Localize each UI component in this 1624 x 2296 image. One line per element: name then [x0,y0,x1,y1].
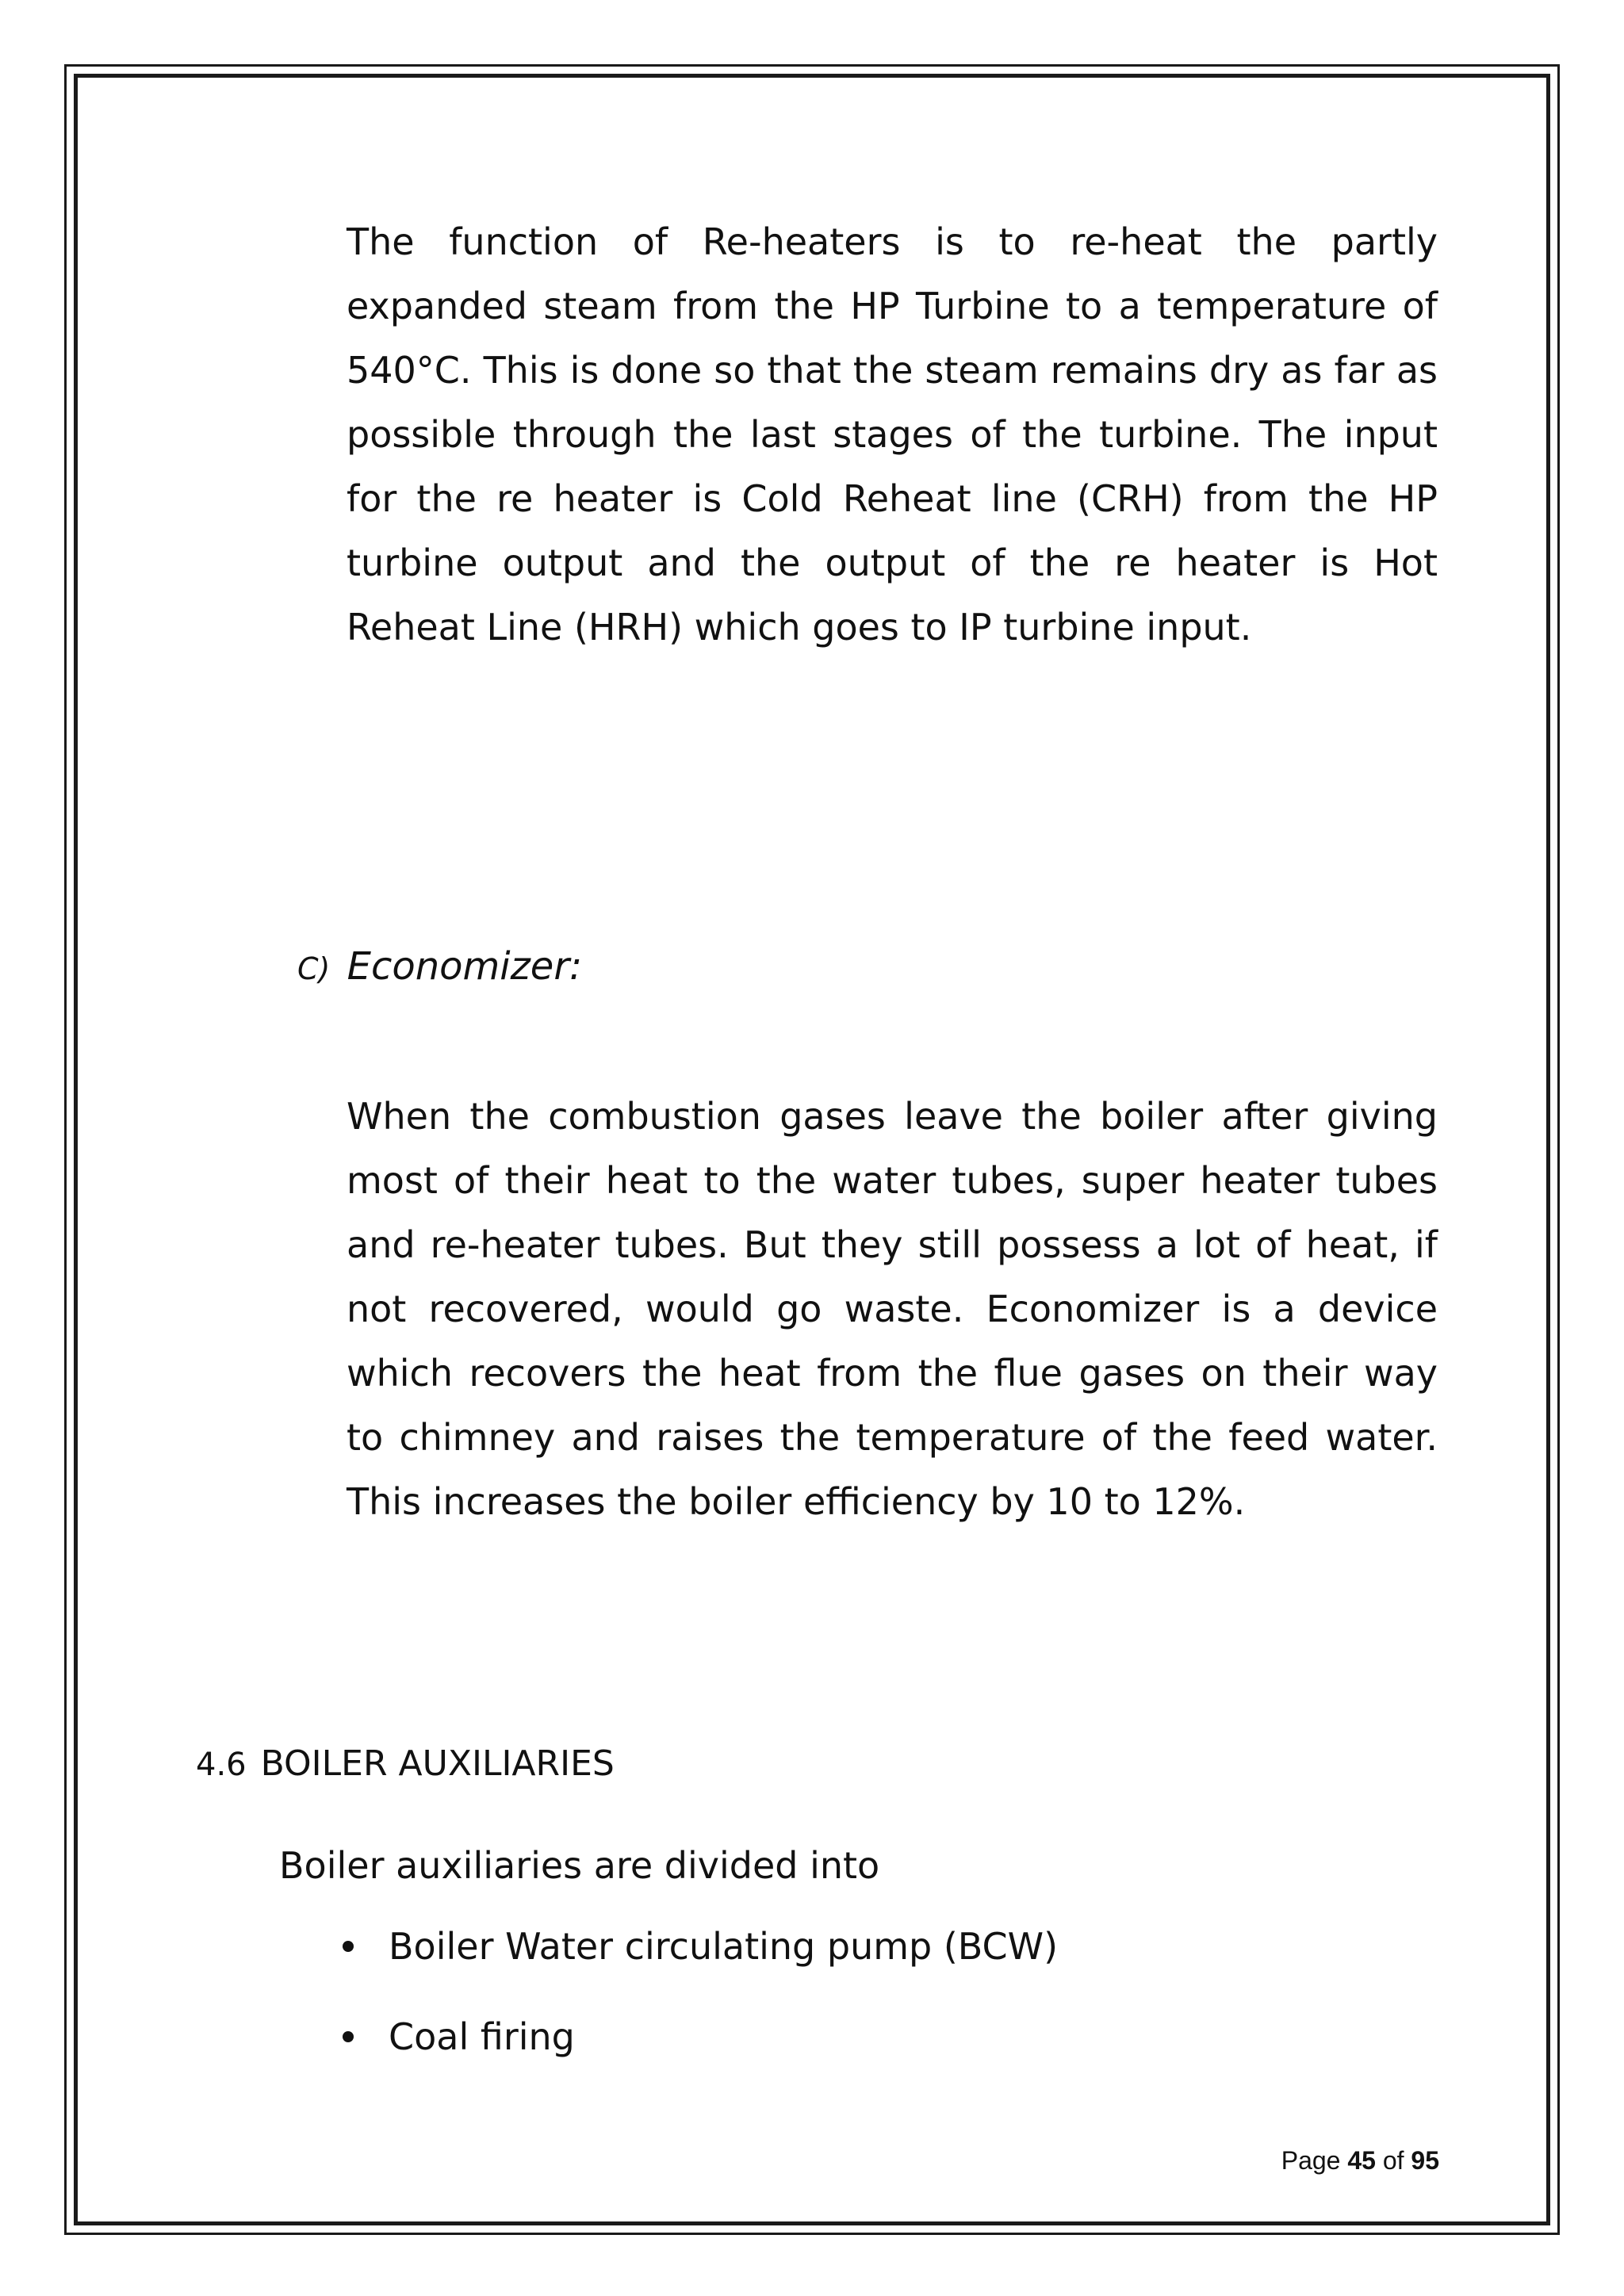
list-item [343,1919,1058,1974]
economizer-heading-title: Economizer: [347,944,583,989]
total-page-count: 95 [1411,2146,1439,2175]
current-page-number: 45 [1347,2146,1376,2175]
economizer-paragraph: When the combustion gases leave the boiler after giving most of their heat to the water tubes, super heater tubes and re-heater tubes. But they still possess a lot of heat, if not recovered, would go waste. Economizer is a device which recovers the heat from the flue gases on their way to chimney and raises the temperature of the feed water. This increases the boiler efficiency by 10 to 12%. [347,1095,1438,1523]
section-number: 4.6 [196,1747,247,1783]
economizer-heading [297,938,582,997]
bullet-icon [343,1941,354,1952]
list-item-text: Boiler Water circulating pump (BCW) [389,1925,1059,1968]
section-title: BOILER AUXILIARIES [260,1743,615,1784]
list-item-text: Coal firing [389,2015,575,2058]
page-label: Page [1281,2146,1341,2175]
reheater-paragraph: The function of Re-heaters is to re-heat the partly expanded steam from the HP Turbine to a temperature of 540°C. This is done so that the steam remains dry as far as possible through the last stages of the turbine. The input for the re heater is Cold Reheat line (CRH) from the HP turbine output and the output of the re heater is Hot Reheat Line (HRH) which goes to IP turbine input. [347,220,1438,649]
bullet-icon [343,2031,354,2042]
auxiliaries-list [343,1919,1058,2099]
of-label: of [1382,2146,1404,2175]
page-footer [1281,2145,1439,2176]
section-intro: Boiler auxiliaries are divided into [279,1844,880,1887]
economizer-heading-marker: C) [297,951,331,986]
section-heading [196,1736,615,1793]
list-item [343,2009,1058,2064]
